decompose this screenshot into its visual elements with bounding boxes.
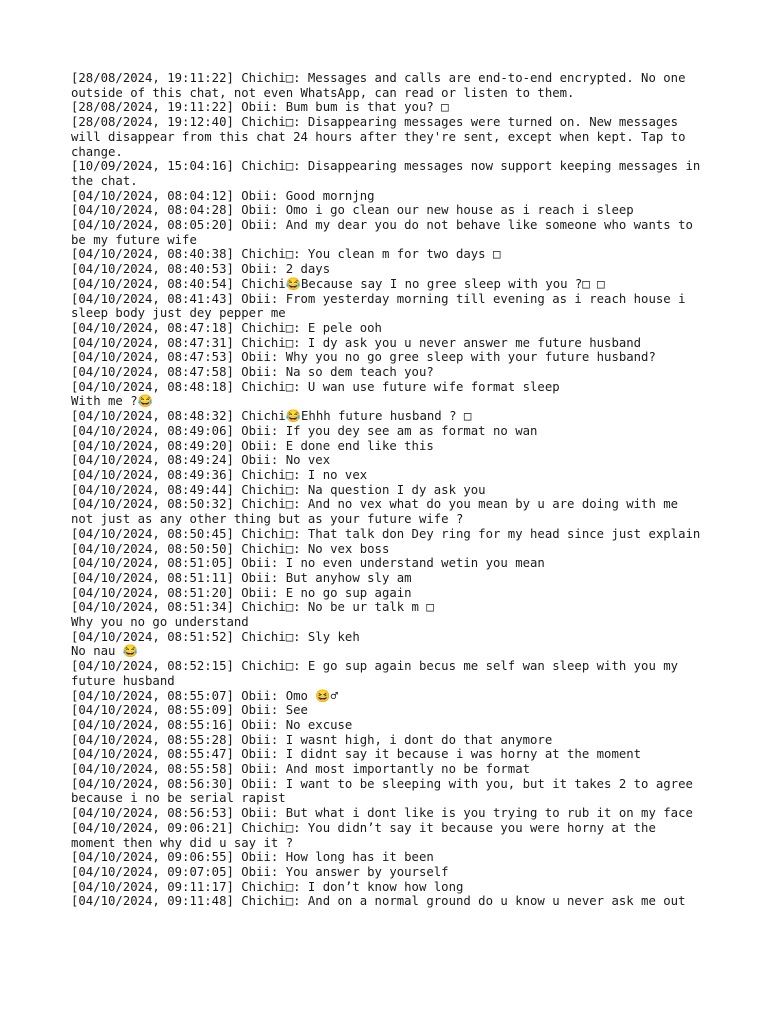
chat-message-line: [04/10/2024, 08:49:06] Obii: If you dey see am as format no wan	[71, 423, 538, 438]
chat-message-line: [04/10/2024, 08:41:43] Obii: From yesterday morning till evening as i reach house i sleep body just dey pepper me	[71, 291, 693, 321]
chat-message-line: [04/10/2024, 08:55:58] Obii: And most importantly no be format	[71, 762, 531, 777]
chat-message-line: [04/10/2024, 08:47:31] Chichi□: I dy ask you u never answer me future husband	[71, 335, 642, 350]
chat-message-line: [04/10/2024, 08:47:18] Chichi□: E pele ooh	[71, 320, 382, 335]
chat-message-line: [04/10/2024, 08:49:44] Chichi□: Na question I dy ask you	[71, 482, 486, 497]
chat-message-line: [04/10/2024, 08:49:24] Obii: No vex	[71, 453, 331, 468]
chat-message-line: [04/10/2024, 08:04:12] Obii: Good mornjng	[71, 188, 375, 203]
chat-message-line: [04/10/2024, 08:49:20] Obii: E done end like this	[71, 438, 434, 453]
chat-message-line: [04/10/2024, 08:40:54] Chichi😂Because say I no gree sleep with you ?□ □	[71, 276, 605, 291]
chat-message-line: [04/10/2024, 08:05:20] Obii: And my dear you do not behave like someone who wants to be my future wife	[71, 218, 701, 247]
chat-message-line: [04/10/2024, 08:51:34] Chichi□: No be ur talk m □ Why you no go understand	[71, 600, 434, 630]
chat-message-line: [04/10/2024, 08:47:53] Obii: Why you no go gree sleep with your future husband?	[71, 350, 656, 365]
chat-message-line: [04/10/2024, 08:55:47] Obii: I didnt say it because i was horny at the moment	[71, 747, 642, 762]
chat-message-line: [04/10/2024, 08:48:18] Chichi□: U wan use future wife format sleep With me ?😂	[71, 379, 560, 409]
chat-message-line: [04/10/2024, 08:40:53] Obii: 2 days	[71, 262, 331, 277]
chat-message-line: [04/10/2024, 09:06:21] Chichi□: You didn’t say it because you were horny at the moment then why did u say it ?	[71, 820, 664, 850]
chat-message-line: [04/10/2024, 09:11:48] Chichi□: And on a normal ground do u know u never ask me out	[71, 894, 686, 909]
chat-message-line: [04/10/2024, 08:50:45] Chichi□: That talk don Dey ring for my head since just explain	[71, 526, 701, 541]
chat-message-line: [04/10/2024, 09:06:55] Obii: How long has it been	[71, 850, 434, 865]
chat-message-line: [10/09/2024, 15:04:16] Chichi□: Disappearing messages now support keeping messages in the chat.	[71, 159, 708, 188]
chat-message-line: [04/10/2024, 08:55:16] Obii: No excuse	[71, 717, 353, 732]
chat-message-line: [04/10/2024, 09:07:05] Obii: You answer by yourself	[71, 864, 449, 879]
chat-message-line: [04/10/2024, 08:56:30] Obii: I want to be sleeping with you, but it takes 2 to agree because i no be serial rapist	[71, 776, 701, 806]
document-page	[71, 71, 708, 909]
chat-message-line: [04/10/2024, 08:56:53] Obii: But what i dont like is you trying to rub it on my face	[71, 806, 693, 821]
chat-message-line: [04/10/2024, 08:40:38] Chichi□: You clean m for two days □	[71, 247, 501, 262]
chat-message-line: [04/10/2024, 09:11:17] Chichi□: I don’t know how long	[71, 879, 464, 894]
chat-message-line: [04/10/2024, 08:04:28] Obii: Omo i go clean our new house as i reach i sleep	[71, 203, 634, 218]
chat-message-line: [04/10/2024, 08:55:07] Obii: Omo 😆♂	[71, 688, 339, 703]
chat-message-line: [04/10/2024, 08:48:32] Chichi😂Ehhh future husband ? □	[71, 409, 472, 424]
chat-message-line: [28/08/2024, 19:11:22] Chichi□: Messages and calls are end-to-end encrypted. No one outside of this chat, not even WhatsApp, can read or listen to them.	[71, 71, 693, 100]
chat-message-line: [04/10/2024, 08:55:09] Obii: See	[71, 703, 308, 718]
chat-message-line: [04/10/2024, 08:51:52] Chichi□: Sly keh No nau 😂	[71, 629, 360, 659]
chat-message-line: [04/10/2024, 08:51:11] Obii: But anyhow sly am	[71, 570, 412, 585]
chat-message-line: [04/10/2024, 08:50:50] Chichi□: No vex boss	[71, 541, 390, 556]
chat-message-line: [04/10/2024, 08:49:36] Chichi□: I no vex	[71, 467, 368, 482]
chat-message-line: [04/10/2024, 08:55:28] Obii: I wasnt high, i dont do that anymore	[71, 732, 553, 747]
chat-message-line: [04/10/2024, 08:51:20] Obii: E no go sup again	[71, 585, 412, 600]
chat-message-line: [04/10/2024, 08:52:15] Chichi□: E go sup again becus me self wan sleep with you my future husband	[71, 659, 686, 688]
chat-message-line: [28/08/2024, 19:12:40] Chichi□: Disappearing messages were turned on. New messages will disappear from this chat 24 hours after they're sent, except when kept. Tap to change.	[71, 115, 693, 159]
chat-message-line: [04/10/2024, 08:51:05] Obii: I no even understand wetin you mean	[71, 556, 545, 571]
chat-transcript	[71, 71, 708, 909]
chat-message-line: [28/08/2024, 19:11:22] Obii: Bum bum is that you? □	[71, 100, 449, 115]
chat-message-line: [04/10/2024, 08:47:58] Obii: Na so dem teach you?	[71, 365, 434, 380]
chat-message-line: [04/10/2024, 08:50:32] Chichi□: And no vex what do you mean by u are doing with me not just as any other thing but as your future wife ?	[71, 497, 686, 527]
